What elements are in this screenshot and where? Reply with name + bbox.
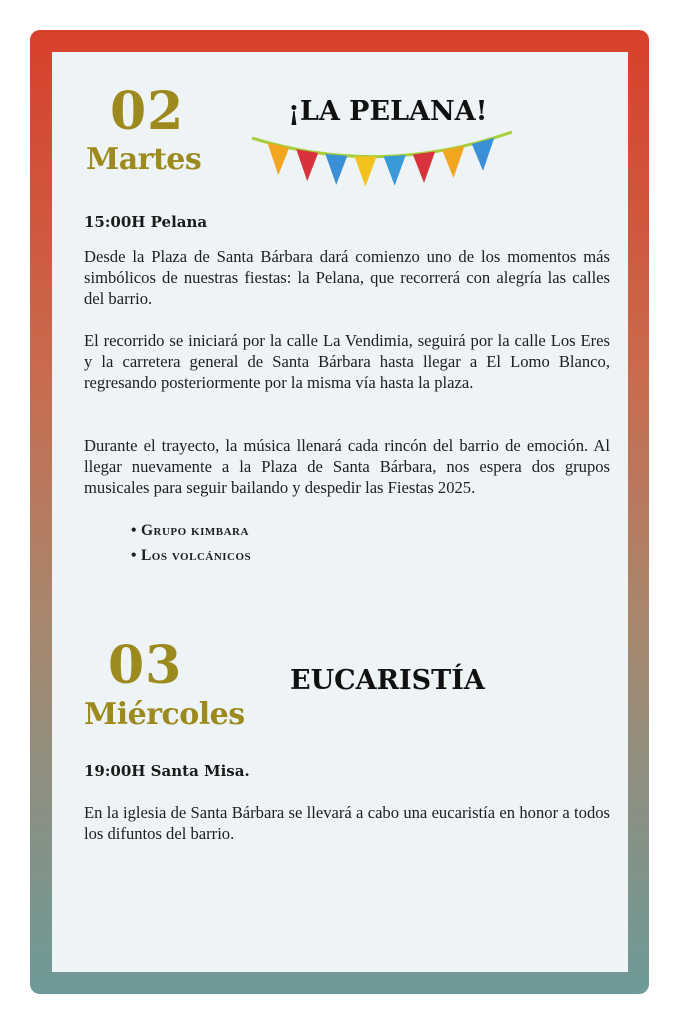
day1-paragraph-2: El recorrido se iniciará por la calle La Vendimia, seguirá por la calle Los Eres y la carretera general de Santa Bárbara hasta llegar a El Lomo Blanco, regresando posteriormente por la misma vía hasta la plaza. — [84, 331, 610, 392]
band-list-item: • Grupo kimbara — [131, 518, 251, 543]
day1-event-title: ¡LA PELANA! — [288, 96, 488, 127]
day2-paragraph-1: En la iglesia de Santa Bárbara se llevará a cabo una eucaristía en honor a todos los difuntos del barrio. — [84, 803, 610, 843]
day1-paragraph-3: Durante el trayecto, la música llenará cada rincón del barrio de emoción. Al llegar nuevamente a la Plaza de Santa Bárbara, nos espera dos grupos musicales para seguir bailando y despedir las Fiestas 2025. — [84, 436, 610, 497]
day2-event-title: EUCARISTÍA — [290, 665, 485, 696]
garland-flag — [442, 146, 464, 178]
day1-number: 02 — [110, 81, 185, 142]
party-garland-icon — [250, 128, 518, 208]
band-list — [131, 518, 251, 568]
garland-flag — [296, 149, 318, 181]
day1-time-heading: 15:00H Pelana — [84, 213, 208, 231]
day1-weekday: Martes — [86, 142, 202, 177]
garland-flag — [354, 156, 376, 186]
band-list-item: • Los volcánicos — [131, 543, 251, 568]
garland-flag — [325, 154, 347, 185]
day2-number: 03 — [108, 635, 183, 696]
garland-flag — [384, 155, 406, 186]
garland-flag — [267, 142, 289, 175]
day2-time-heading: 19:00H Santa Misa. — [84, 762, 250, 780]
day1-paragraph-1: Desde la Plaza de Santa Bárbara dará comienzo uno de los momentos más simbólicos de nuestras fiestas: la Pelana, que recorrerá con alegría las calles del barrio. — [84, 247, 610, 308]
garland-flag — [413, 152, 435, 183]
day2-weekday: Miércoles — [84, 697, 245, 732]
